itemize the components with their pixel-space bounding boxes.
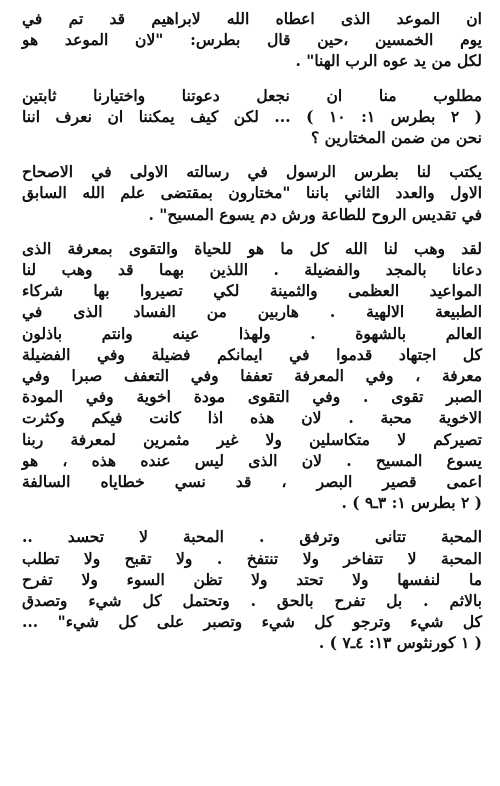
text-line: لكل من يد عوه الرب الهنا" . <box>295 51 482 71</box>
text-line: يكتب لنا بطرس الرسول في رسالته الاولى في الاصحاح <box>22 162 482 182</box>
text-line: المحبة تتانى وترفق . المحبة لا تحسد .. <box>22 527 482 547</box>
paragraph-peter-letter <box>22 161 482 225</box>
document-page <box>22 8 482 667</box>
text-line: لقد وهب لنا الله كل ما هو للحياة والتقوى بمعرفة الذى <box>22 238 482 258</box>
text-line: يوم الخمسين ،حين قال بطرس: "لان الموعد هو <box>22 30 482 50</box>
text-line: ( ١ كورنثوس ١٣: ٤ـ٧ ) . <box>318 633 482 653</box>
text-line: اعمى قصير البصر ، قد نسي خطاياه السالفة <box>22 472 482 492</box>
text-line: ان الموعد الذى اعطاه الله لابراهيم قد تم في <box>22 9 482 28</box>
text-line: الاخوية محبة . لان هذه اذا كانت فيكم وكثرت <box>22 408 482 428</box>
paragraph-virtues <box>22 238 482 514</box>
text-line: الصبر تقوى . وفي التقوى مودة اخوية وفي المودة <box>22 387 482 407</box>
text-line: مطلوب منا ان نجعل دعوتنا واختيارنا ثابتين <box>22 85 482 105</box>
text-line: نحن من ضمن المختارين ؟ <box>311 128 482 148</box>
paragraph-calling <box>22 85 482 149</box>
text-line: ( ٢ بطرس ١: ٣ـ٩ ) . <box>341 493 482 513</box>
paragraph-love <box>22 526 482 653</box>
text-line: يسوع المسيح . لان الذى ليس عنده هذه ، هو <box>22 450 482 470</box>
text-line: المواعيد العظمى والثمينة لكي تصيروا بها شركاء <box>22 281 482 301</box>
text-line: كل اجتهاد قدموا في ايمانكم فضيلة وفي الفضيلة <box>22 344 482 364</box>
text-line: تصيركم لا متكاسلين ولا غير مثمرين لمعرفة ربنا <box>22 429 482 449</box>
text-line: المحبة لا تتفاخر ولا تنتفخ . ولا تقبح ولا تطلب <box>22 548 482 568</box>
text-line: في تقديس الروح للطاعة ورش دم يسوع المسيح" . <box>148 204 482 224</box>
text-line: ( ٢ بطرس ١: ١٠ ) ... لكن كيف يمكننا ان نعرف اننا <box>22 106 483 126</box>
text-line: دعانا بالمجد والفضيلة . اللذين بهما قد وهب لنا <box>22 260 482 280</box>
text-line: الطبيعة الالهية . هاربين من الفساد الذى في <box>22 302 482 322</box>
text-line: معرفة ، وفي المعرفة تعففا وفي التعفف صبرا وفي <box>22 366 482 386</box>
paragraph-promise <box>22 8 482 72</box>
text-line: كل شيء وترجو كل شيء وتصبر على كل شيء" ... <box>22 612 482 632</box>
text-line: بالاثم . بل تفرح بالحق . وتحتمل كل شيء وتصدق <box>22 591 482 611</box>
text-line: الاول والعدد الثاني باننا "مختارون بمقتضى علم الله السابق <box>22 183 482 203</box>
text-line: ما لنفسها ولا تحتد ولا تظن السوء ولا تفرح <box>22 569 482 589</box>
text-line: العالم بالشهوة . ولهذا عينه وانتم باذلون <box>22 323 482 343</box>
